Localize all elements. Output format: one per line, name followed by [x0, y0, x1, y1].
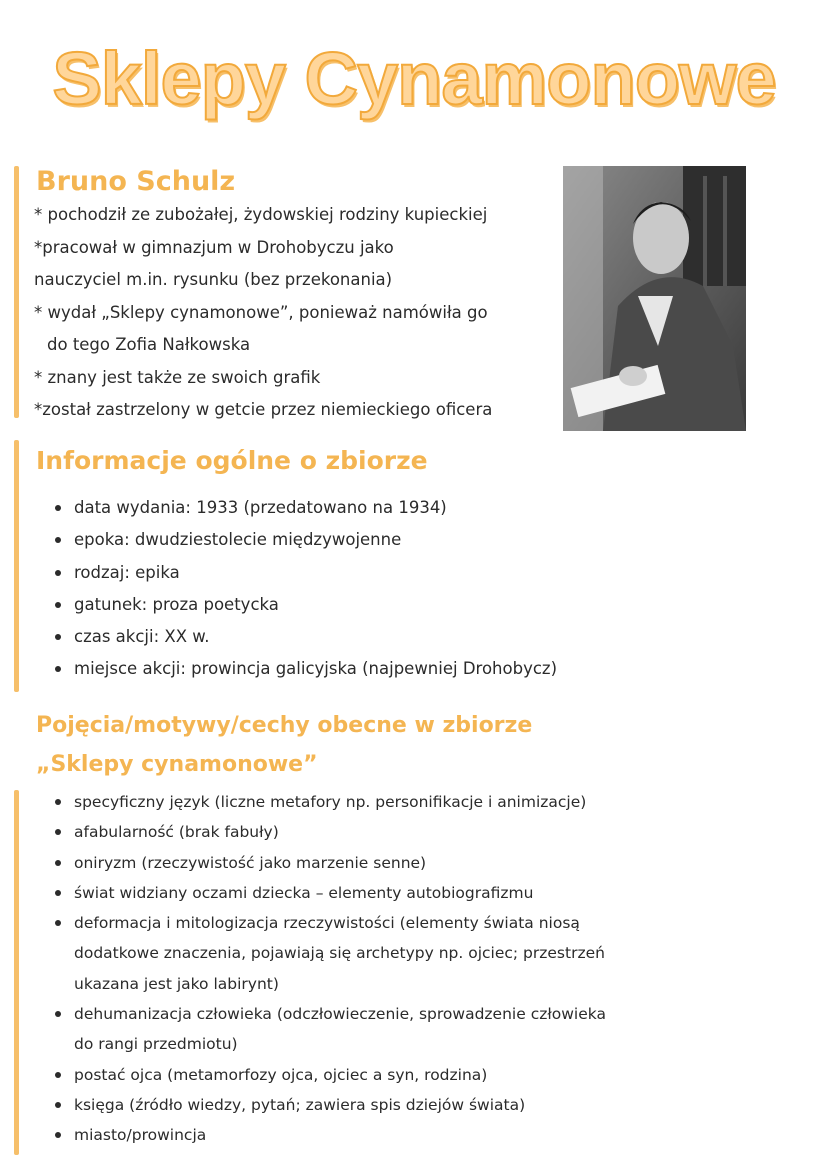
- bio-line: *został zastrzelony w getcie przez niemieckiego oficera: [34, 400, 493, 419]
- list-item: [52, 1060, 606, 1090]
- list-item-line: księga (źródło wiedzy, pytań; zawiera spis dziejów świata): [74, 1095, 526, 1114]
- info-list: [52, 492, 557, 686]
- section-accent-bar: [14, 440, 19, 692]
- list-item-line: świat widziany oczami dziecka – elementy autobiografizmu: [74, 883, 534, 902]
- list-item-line: dodatkowe znaczenia, pojawiają się archetypy np. ojciec; przestrzeń: [74, 944, 605, 963]
- motifs-heading-line: Pojęcia/motywy/cechy obecne w zbiorze: [36, 713, 533, 738]
- info-heading: Informacje ogólne o zbiorze: [36, 446, 428, 475]
- author-bio: [34, 199, 554, 427]
- list-item: rodzaj: epika: [52, 557, 557, 589]
- list-item: [52, 908, 606, 999]
- list-item: [52, 878, 606, 908]
- list-item: gatunek: proza poetycka: [52, 589, 557, 621]
- author-photo-image: [563, 166, 746, 431]
- motifs-heading-line: „Sklepy cynamonowe”: [36, 752, 318, 777]
- list-item-line: ukazana jest jako labirynt): [74, 974, 279, 993]
- motifs-list: [52, 787, 606, 1151]
- list-item-line: afabularność (brak fabuły): [74, 823, 279, 842]
- list-item: data wydania: 1933 (przedatowano na 1934): [52, 492, 557, 524]
- page-title: Sklepy Cynamonowe: [52, 37, 776, 120]
- list-item-line: oniryzm (rzeczywistość jako marzenie senne): [74, 853, 427, 872]
- author-heading: Bruno Schulz: [36, 166, 236, 197]
- bio-line: * wydał „Sklepy cynamonowe”, ponieważ namówiła go: [34, 302, 488, 322]
- author-photo: [563, 166, 746, 431]
- bio-line: * pochodził ze zubożałej, żydowskiej rodziny kupieckiej: [34, 205, 488, 224]
- list-item: [52, 787, 606, 817]
- section-accent-bar: [14, 790, 19, 1155]
- list-item: [52, 817, 606, 847]
- list-item: [52, 848, 606, 878]
- list-item: epoka: dwudziestolecie międzywojenne: [52, 524, 557, 556]
- bio-line: * znany jest także ze swoich grafik: [34, 367, 321, 387]
- list-item-line: miasto/prowincja: [74, 1126, 207, 1145]
- list-item-line: postać ojca (metamorfozy ojca, ojciec a syn, rodzina): [74, 1065, 488, 1084]
- motifs-heading: [36, 706, 596, 784]
- list-item: [52, 1090, 606, 1120]
- list-item: miejsce akcji: prowincja galicyjska (najpewniej Drohobycz): [52, 653, 557, 685]
- bio-line: do tego Zofia Nałkowska: [47, 335, 251, 354]
- list-item: [52, 1120, 606, 1150]
- list-item-line: dehumanizacja człowieka (odczłowieczenie, sprowadzenie człowieka: [74, 1005, 606, 1024]
- list-item: [52, 999, 606, 1060]
- list-item-line: deformacja i mitologizacja rzeczywistości (elementy świata niosą: [74, 914, 580, 933]
- list-item: czas akcji: XX w.: [52, 621, 557, 653]
- list-item-line: do rangi przedmiotu): [74, 1035, 238, 1054]
- list-item-line: specyficzny język (liczne metafory np. personifikacje i animizacje): [74, 793, 587, 811]
- section-accent-bar: [14, 166, 19, 418]
- bio-line: nauczyciel m.in. rysunku (bez przekonania): [34, 270, 393, 289]
- bio-line: *pracował w gimnazjum w Drohobyczu jako: [34, 237, 394, 257]
